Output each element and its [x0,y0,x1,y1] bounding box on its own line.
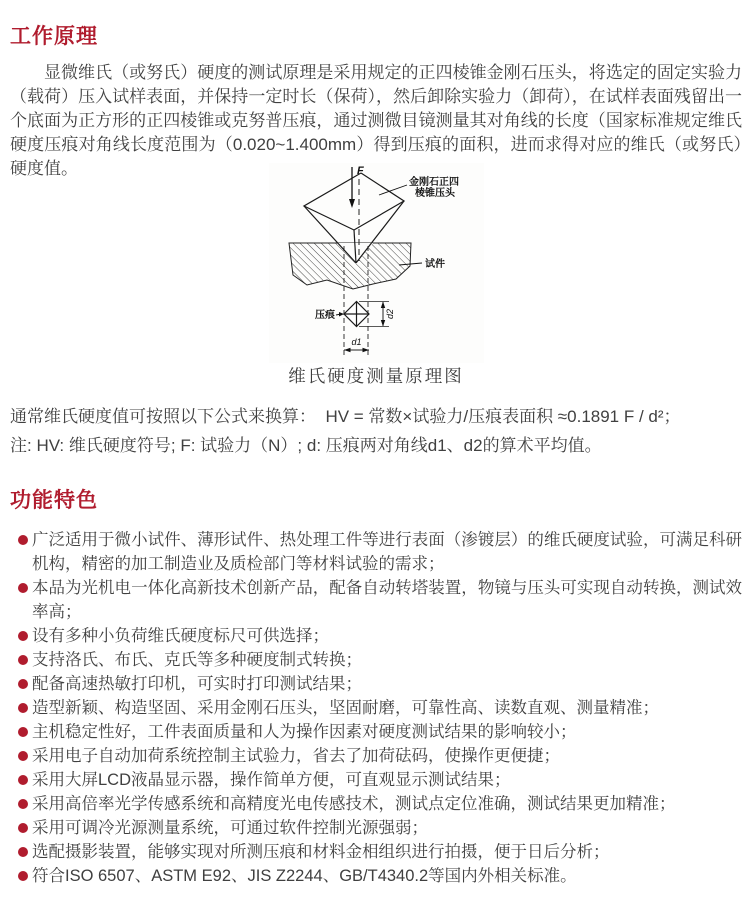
bullet-icon [18,799,28,809]
feature-text: 造型新颖、构造坚固、采用金刚石压头，坚固耐磨，可靠性高、读数直观、测量精准； [32,699,659,717]
feature-text: 采用大屏LCD液晶显示器，操作简单方便，可直观显示测试结果； [32,771,511,789]
bullet-icon [18,703,28,713]
list-item [10,816,742,840]
feature-text: 配备高速热敏打印机，可实时打印测试结果； [32,675,362,693]
list-item [10,864,742,888]
list-item [10,720,742,744]
feature-text: 广泛适用于微小试件、薄形试件、热处理工件等进行表面（渗镀层）的维氏硬度试验，可满足科研机构，精密的加工制造业及质检部门等材料试验的需求； [32,531,742,573]
vickers-principle-figure [256,163,496,388]
bullet-icon [18,679,28,689]
section-title-working-principle: 工作原理 [10,25,98,48]
vickers-diagram [269,163,484,363]
bullet-icon [18,535,28,545]
formula-line-1: 通常维氏硬度值可按照以下公式来换算： HV = 常数×试验力/压痕表面积 ≈0.1891 F / d²； [10,407,681,426]
bullet-icon [18,847,28,857]
list-item [10,696,742,720]
feature-text: 本品为光机电一体化高新技术创新产品，配备自动转塔装置，物镜与压头可实现自动转换，测试效率高； [32,579,742,621]
feature-text: 采用高倍率光学传感系统和高精度光电传感技术，测试点定位准确，测试结果更加精准； [32,795,676,813]
list-item [10,648,742,672]
list-item [10,768,742,792]
formula-note: 注: HV: 维氏硬度符号; F: 试验力（N）; d: 压痕两对角线d1、d2的算术平均值。 [10,436,602,455]
list-item [10,792,742,816]
force-label: F [356,165,364,177]
features-list [10,528,742,888]
indentation-label: 压痕 [314,310,335,321]
bullet-icon [18,583,28,593]
indentation-plan-view [344,302,369,327]
feature-text: 支持洛氏、布氏、克氏等多种硬度制式转换； [32,651,362,669]
force-arrowhead [349,199,355,208]
list-item [10,840,742,864]
list-item [10,576,742,624]
principle-paragraph: 显微维氏（或努氏）硬度的测试原理是采用规定的正四棱锥金刚石压头，将选定的固定实验力（载荷）压入试样表面，并保持一定时长（保荷），然后卸除实验力（卸荷），在试样表面残留出一个底面为正方形的正四棱锥或克努普压痕，通过测微目镜测量其对角线的长度（国家标准规定维氏硬度压痕对角线长度范围为（0.020~1.400mm）得到压痕的面积，进而求得对应的维氏（或努氏）硬度值。 [10,63,742,178]
indenter-label: 金刚石正四 [408,177,459,188]
feature-text: 采用电子自动加荷系统控制主试验力，省去了加荷砝码，使操作更便捷； [32,747,560,765]
d2-arrow-top [380,302,384,309]
bullet-icon [18,823,28,833]
d2-arrow-bottom [380,320,384,327]
feature-text: 采用可调冷光源测量系统，可通过软件控制光源强弱； [32,819,428,837]
bullet-icon [18,775,28,785]
product-detail-page [0,20,750,906]
bullet-icon [18,751,28,761]
list-item [10,528,742,576]
feature-text: 选配摄影装置，能够实现对所测压痕和材料金相组织进行拍摄，便于日后分析； [32,843,610,861]
list-item [10,744,742,768]
section-title-features: 功能特色 [10,489,98,512]
d2-label: d2 [384,308,395,320]
specimen-label: 试件 [424,259,445,270]
bullet-icon [18,655,28,665]
d1-arrow-left [344,348,351,352]
feature-text: 符合ISO 6507、ASTM E92、JIS Z2244、GB/T4340.2等国内外相关标准。 [32,867,577,885]
feature-text: 主机稳定性好，工件表面质量和人为操作因素对硬度测试结果的影响较小； [32,723,577,741]
feature-text: 设有多种小负荷维氏硬度标尺可供选择； [32,627,329,645]
d1-label: d1 [350,337,362,347]
indenter-label-line2: 棱锥压头 [414,188,455,199]
bullet-icon [18,727,28,737]
figure-caption: 维氏硬度测量原理图 [288,366,464,386]
bullet-icon [18,871,28,881]
bullet-icon [18,631,28,641]
list-item [10,672,742,696]
list-item [10,624,742,648]
indentation-arrowhead [339,312,344,317]
